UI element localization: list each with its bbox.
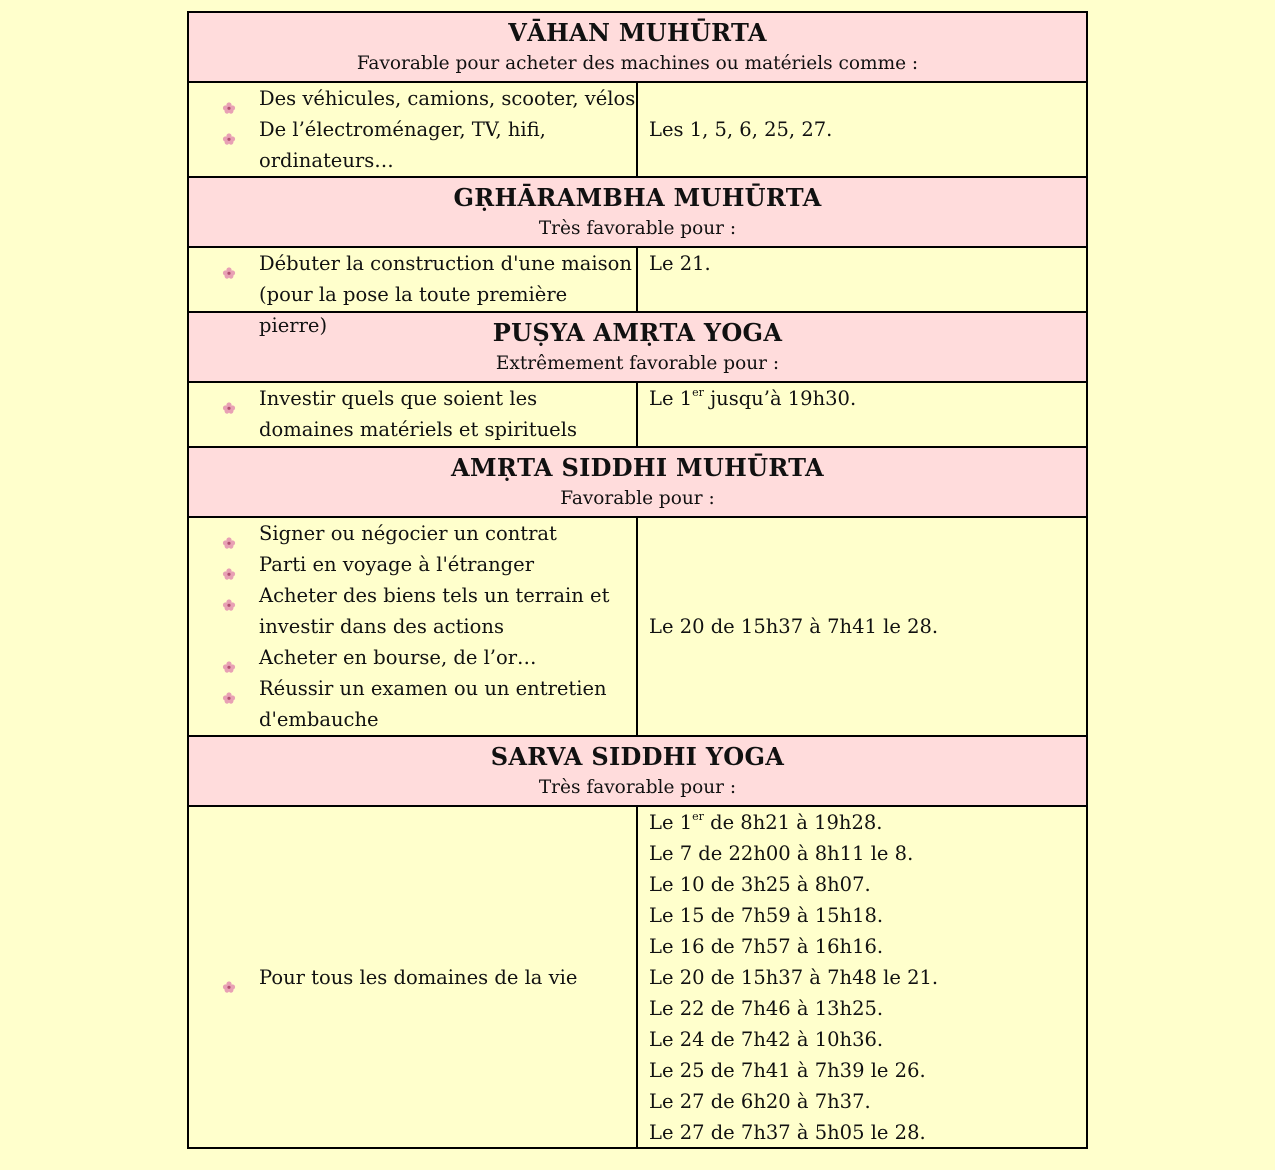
item-text: Débuter la construction d'une maison (pour la pose la toute première pierre) [259,252,632,337]
date-line: Le 16 de 7h57 à 16h16. [649,935,884,958]
item-text: Parti en voyage à l'étranger [259,553,535,576]
section-subtitle: Très favorable pour : [538,777,737,798]
list-item [189,114,636,176]
dates-cell [638,518,1086,735]
flower-bullet-icon [222,558,236,570]
activities-cell [189,383,638,446]
list-item [189,383,636,445]
date-line: Le 7 de 22h00 à 8h11 le 8. [649,842,914,865]
date-line: Le 10 de 3h25 à 8h07. [649,873,871,896]
list-item [189,673,636,735]
section-body-amrta-siddhi [189,518,1086,737]
date-line: Le 15 de 7h59 à 15h18. [649,904,884,927]
section-header-sarva-siddhi [189,737,1086,807]
section-subtitle: Extrêmement favorable pour : [495,353,780,374]
section-subtitle: Très favorable pour : [538,218,737,239]
section-subtitle: Favorable pour : [560,488,715,509]
date-line: Le 24 de 7h42 à 10h36. [649,1028,884,1051]
list-item [189,580,636,642]
date-line: Le 27 de 7h37 à 5h05 le 28. [649,1121,926,1144]
section-title: VĀHAN MUHŪRTA [508,18,767,47]
date-line: Le 20 de 15h37 à 7h48 le 21. [649,966,939,989]
item-text: Investir quels que soient les domaines matériels et spirituels [259,387,577,441]
section-header-grharambha [189,178,1086,248]
dates-cell [638,807,1086,1147]
flower-bullet-icon [222,392,236,404]
date-line: Les 1, 5, 6, 25, 27. [649,118,833,141]
flower-bullet-icon [222,257,236,269]
list-item [189,962,636,993]
section-subtitle: Favorable pour acheter des machines ou matériels comme : [356,53,919,74]
list-item [189,549,636,580]
section-title: GṚHĀRAMBHA MUHŪRTA [453,183,822,212]
item-text: Pour tous les domaines de la vie [259,965,578,989]
muhurta-table [187,11,1088,1149]
item-text: Réussir un examen ou un entretien d'embauche [259,677,607,731]
date-line: Le 1er jusqu’à 19h30. [649,385,857,410]
flower-bullet-icon [222,92,236,104]
section-header-vahan [189,13,1086,83]
section-title: AMṚTA SIDDHI MUHŪRTA [451,453,824,482]
list-item [189,248,636,341]
dates-cell [638,383,1086,446]
activities-cell [189,83,638,176]
section-body-vahan [189,83,1086,178]
date-line: Le 20 de 15h37 à 7h41 le 28. [649,615,939,638]
date-line: Le 27 de 6h20 à 7h37. [649,1090,871,1113]
section-body-pusya [189,383,1086,448]
date-line: Le 1er de 8h21 à 19h28. [649,809,883,834]
flower-bullet-icon [222,971,236,983]
item-text: De l’électroménager, TV, hifi, ordinateurs… [259,118,546,172]
activities-cell [189,248,638,337]
list-item [189,518,636,549]
section-title: PUṢYA AMṚTA YOGA [492,318,783,347]
section-body-sarva-siddhi [189,807,1086,1147]
item-text: Signer ou négocier un contrat [259,522,557,545]
date-line: Le 25 de 7h41 à 7h39 le 26. [649,1059,926,1082]
item-text: Des véhicules, camions, scooter, vélos [259,87,636,110]
list-item [189,83,636,114]
dates-cell [638,83,1086,176]
flower-bullet-icon [222,651,236,663]
flower-bullet-icon [222,527,236,539]
section-header-amrta-siddhi [189,448,1086,518]
flower-bullet-icon [222,589,236,601]
item-text: Acheter des biens tels un terrain et investir dans des actions [259,584,610,638]
activities-cell [189,807,638,1147]
section-title: SARVA SIDDHI YOGA [490,742,785,771]
dates-cell [638,248,1086,311]
flower-bullet-icon [222,123,236,135]
date-line: Le 21. [649,252,711,275]
item-text: Acheter en bourse, de l’or… [259,646,537,669]
activities-cell [189,518,638,735]
date-line: Le 22 de 7h46 à 13h25. [649,997,884,1020]
flower-bullet-icon [222,682,236,694]
list-item [189,642,636,673]
